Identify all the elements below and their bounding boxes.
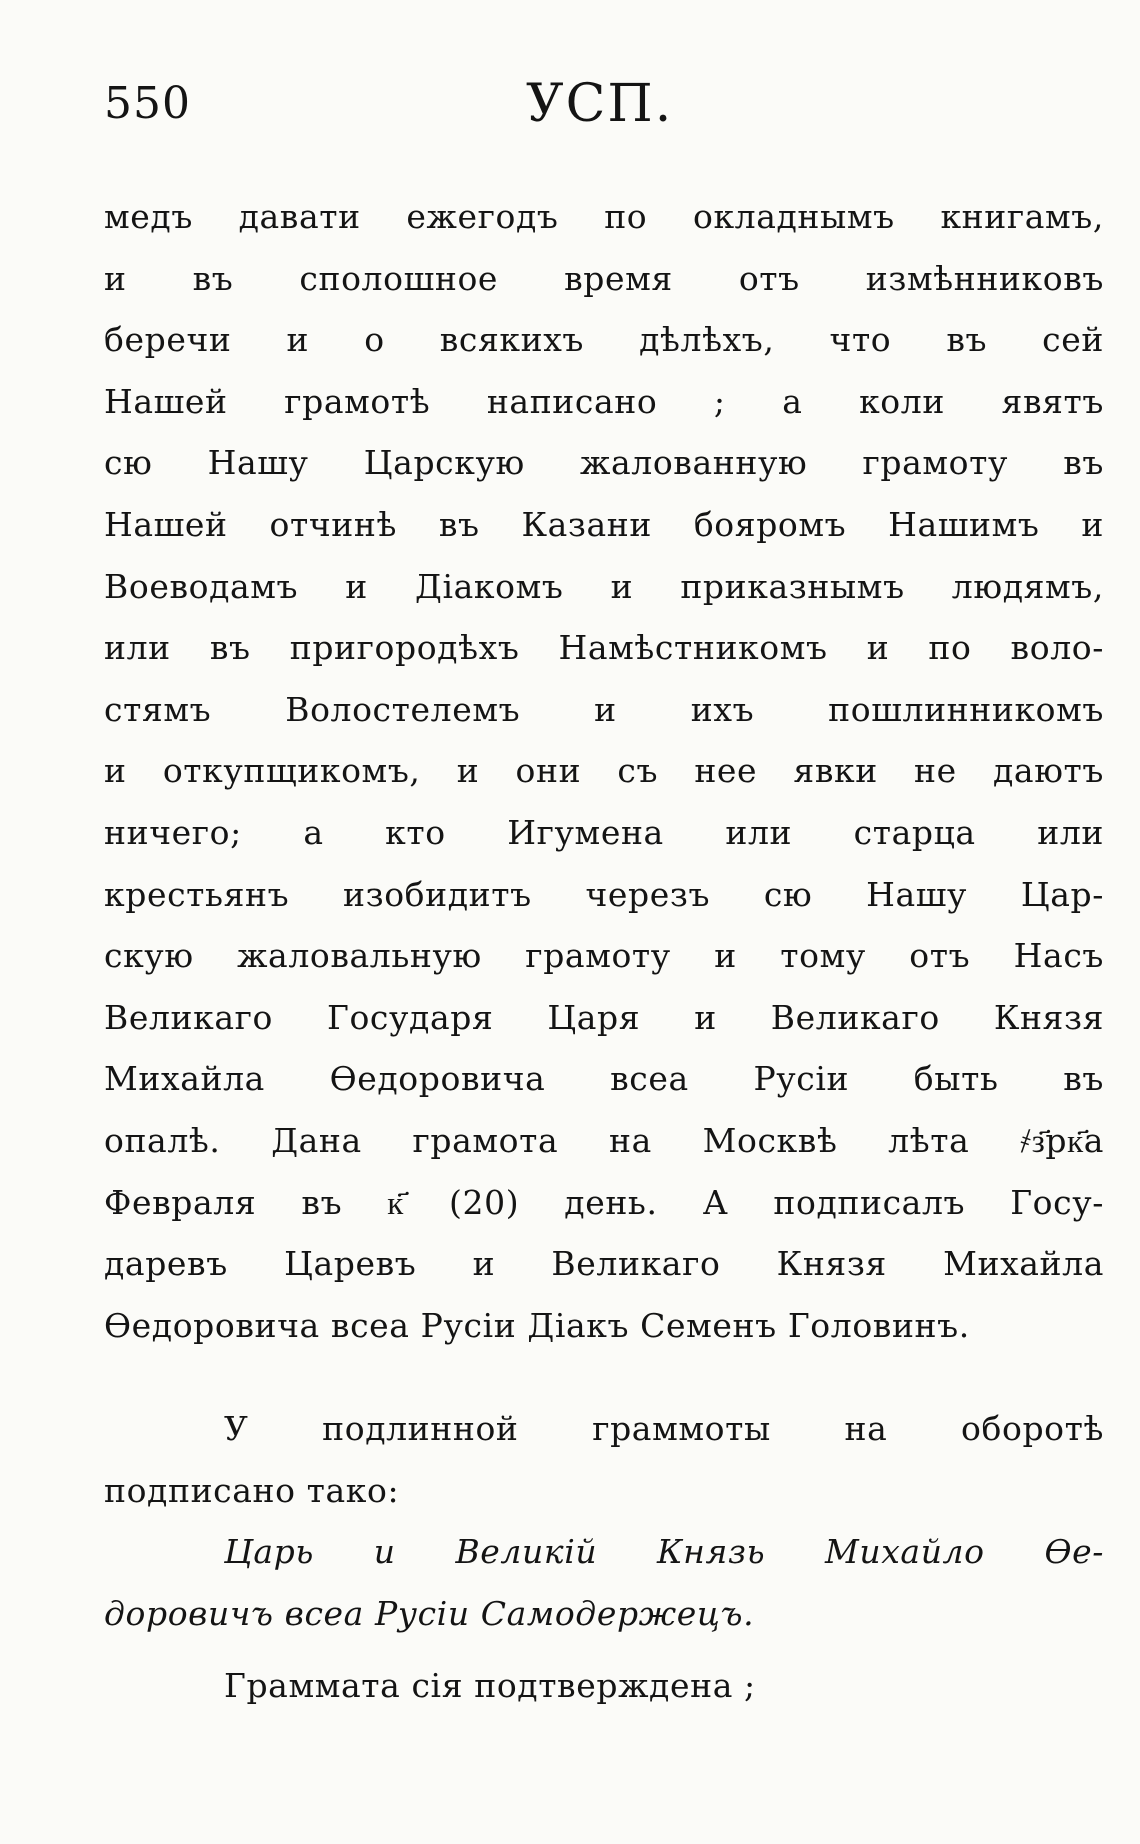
page-number: 550 bbox=[104, 78, 191, 129]
text-line: или въ пригородѣхъ Намѣстникомъ и по воло- bbox=[104, 628, 1104, 668]
page-header bbox=[0, 74, 1140, 148]
text-line: скую жаловальную грамоту и тому отъ Насъ bbox=[104, 936, 1104, 976]
signature-line: доровичъ всеа Русіи Самодержецъ. bbox=[104, 1594, 755, 1634]
text-line: ничего; а кто Игумена или старца или bbox=[104, 812, 1104, 852]
text-line: Великаго Государя Царя и Великаго Князя bbox=[104, 997, 1104, 1037]
note-line: У подлинной граммоты на оборотѣ bbox=[224, 1409, 1104, 1449]
text-line: и въ сполошное время отъ измѣнниковъ bbox=[104, 258, 1104, 298]
text-line: даревъ Царевъ и Великаго Князя Михайла bbox=[104, 1244, 1104, 1284]
text-line: Михайла Өедоровича всеа Русіи быть въ bbox=[104, 1059, 1104, 1099]
paragraph-gap bbox=[104, 1356, 1104, 1398]
text-line: Воеводамъ и Діакомъ и приказнымъ людямъ, bbox=[104, 566, 1104, 606]
text-line: Өедоровича всеа Русіи Діакъ Семенъ Головинъ. bbox=[104, 1305, 970, 1345]
text-line: крестьянъ изобидитъ черезъ сю Нашу Цар- bbox=[104, 874, 1104, 914]
text-line: стямъ Волостелемъ и ихъ пошлинникомъ bbox=[104, 689, 1104, 729]
text-line: Февраля въ к҃ (20) день. А подписалъ Госу- bbox=[104, 1182, 1104, 1222]
text-line: и откупщикомъ, и они съ нее явки не даютъ bbox=[104, 751, 1104, 791]
running-head: УСП. bbox=[526, 74, 674, 134]
page-body bbox=[104, 186, 1104, 1716]
text-line: опалѣ. Дана грамота на Москвѣ лѣта ҂з҃рк҃а bbox=[104, 1120, 1104, 1160]
signature-line: Царь и Великій Князь Михайло Өе- bbox=[224, 1532, 1104, 1572]
text-line: сю Нашу Царскую жалованную грамоту въ bbox=[104, 443, 1104, 483]
closing-line: Граммата сія подтверждена ; bbox=[224, 1665, 756, 1705]
text-line: Нашей отчинѣ въ Казани бояромъ Нашимъ и bbox=[104, 504, 1104, 544]
text-line: медъ давати ежегодъ по окладнымъ книгамъ, bbox=[104, 197, 1104, 236]
paragraph-gap bbox=[104, 1645, 1104, 1655]
note-line: подписано тако: bbox=[104, 1470, 400, 1510]
text-line: беречи и о всякихъ дѣлѣхъ, что въ сей bbox=[104, 320, 1104, 360]
text-line: Нашей грамотѣ написано ; а коли явятъ bbox=[104, 381, 1104, 421]
